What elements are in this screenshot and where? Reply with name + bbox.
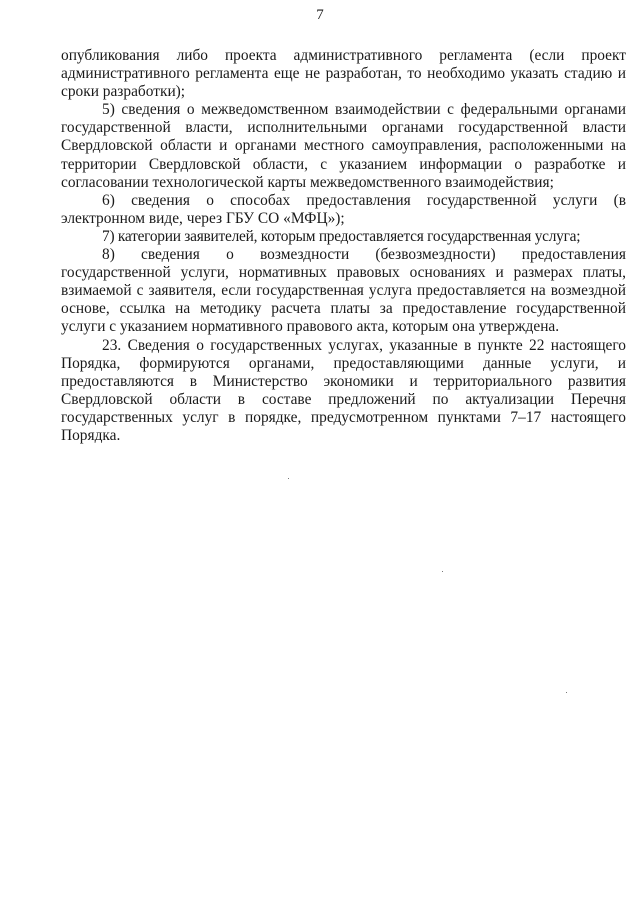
scan-speck xyxy=(566,692,567,693)
paragraph-item-7: 7) категории заявителей, которым предоставляется государственная услуга; xyxy=(102,227,581,245)
paragraph-clause-23: 23. Сведения о государственных услугах, указанные в пункте 22 настоящего Порядка, формируются органами, предоставляющими данные услуги, и предоставляются в Министерство экономики и территориального развития Свердловской области в составе предложений по актуализации Перечня государственных услуг в порядке, предусмотренном пунктами 7–17 настоящего Порядка. xyxy=(61,336,626,444)
page-number: 7 xyxy=(316,7,324,23)
paragraph-item-6: 6) сведения о способах предоставления государственной услуги (в электронном виде, через ГБУ СО «МФЦ»); xyxy=(61,191,626,227)
paragraph-continuation: опубликования либо проекта административного регламента (если проект административного регламента еще не разработан, то необходимо указать стадию и сроки разработки); xyxy=(61,47,626,101)
document-body xyxy=(61,47,626,445)
scan-speck xyxy=(288,478,289,479)
paragraph-item-8: 8) сведения о возмездности (безвозмездности) предоставления государственной услуги, нормативных правовых основаниях и размерах платы, взимаемой с заявителя, если государственная услуга предоставляется на возмездной основе, ссылка на методику расчета платы за предоставление государственной услуги с указанием нормативного правового акта, которым она утверждена. xyxy=(61,246,626,336)
paragraph-item-5: 5) сведения о межведомственном взаимодействии с федеральными органами государственной власти, исполнительными органами государственной власти Свердловской области и органами местного самоуправления, расположенными на территории Свердловской области, с указанием информации о разработке и согласовании технологической карты межведомственного взаимодействия; xyxy=(61,101,626,191)
scan-speck xyxy=(442,571,443,572)
